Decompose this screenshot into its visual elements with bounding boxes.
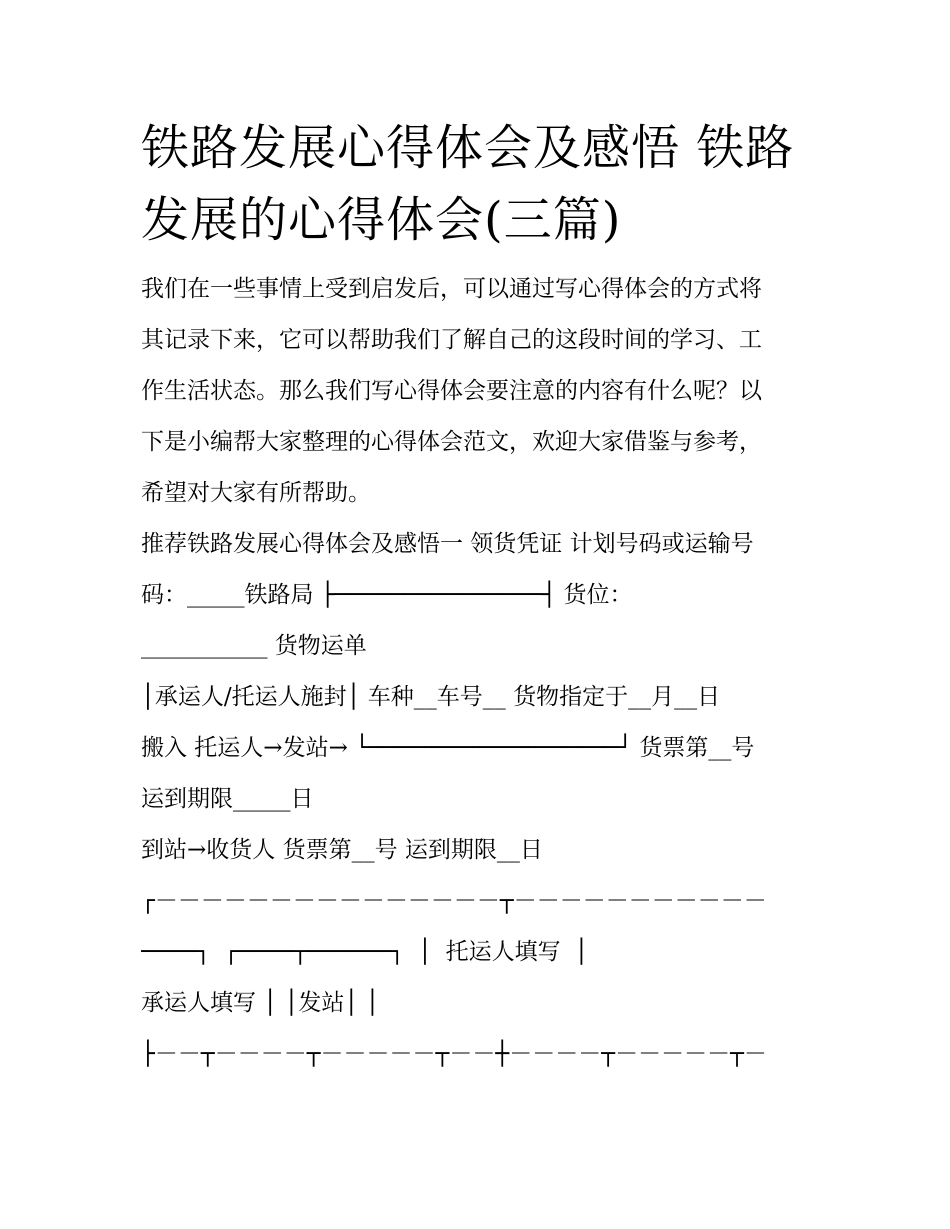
body-line-7: 码：_____铁路局 ├───────────────┤ 货位： xyxy=(141,582,633,608)
body-line-10: 搬入 托运人→发站→ └──────────────────┘ 货票第__号 xyxy=(141,735,755,761)
document-page xyxy=(141,112,806,1080)
body-line-4: 下是小编帮大家整理的心得体会范文，欢迎大家借鉴与参考， xyxy=(141,429,762,455)
body-line-5: 希望对大家有所帮助。 xyxy=(141,480,371,506)
document-body xyxy=(141,264,806,1080)
body-line-6: 推荐铁路发展心得体会及感悟一 领货凭证 计划号码或运输号 xyxy=(141,531,754,557)
title-line-2: 发展的心得体会(三篇) xyxy=(141,192,622,248)
body-line-11: 运到期限_____日 xyxy=(141,786,314,812)
body-line-1: 我们在一些事情上受到启发后，可以通过写心得体会的方式将 xyxy=(141,276,762,302)
body-line-12: 到站→收货人 货票第__号 运到期限__日 xyxy=(141,837,543,863)
body-line-16: ├－－┬－－－－┬－－－－－┬－－┼－－－－┬－－－－－┬－ xyxy=(141,1041,767,1067)
body-line-3: 作生活状态。那么我们写心得体会要注意的内容有什么呢？以 xyxy=(141,378,762,404)
body-line-2: 其记录下来，它可以帮助我们了解自己的这段时间的学习、工 xyxy=(141,327,762,353)
document-title xyxy=(141,112,806,256)
body-line-13: ┌－－－－－－－－－－－－－－－┬－－－－－－－－－－－ xyxy=(141,888,767,914)
body-line-15: 承运人填写 │ │发站│ │ xyxy=(141,990,380,1016)
body-line-9: │承运人/托运人施封│ 车种__车号__ 货物指定于__月__日 xyxy=(141,684,721,710)
body-line-14: ────┐ ┌────┬──────┐ │ 托运人填写 │ xyxy=(141,939,589,965)
body-line-8: ___________ 货物运单 xyxy=(141,633,367,659)
title-line-1: 铁路发展心得体会及感悟 铁路 xyxy=(141,120,795,176)
